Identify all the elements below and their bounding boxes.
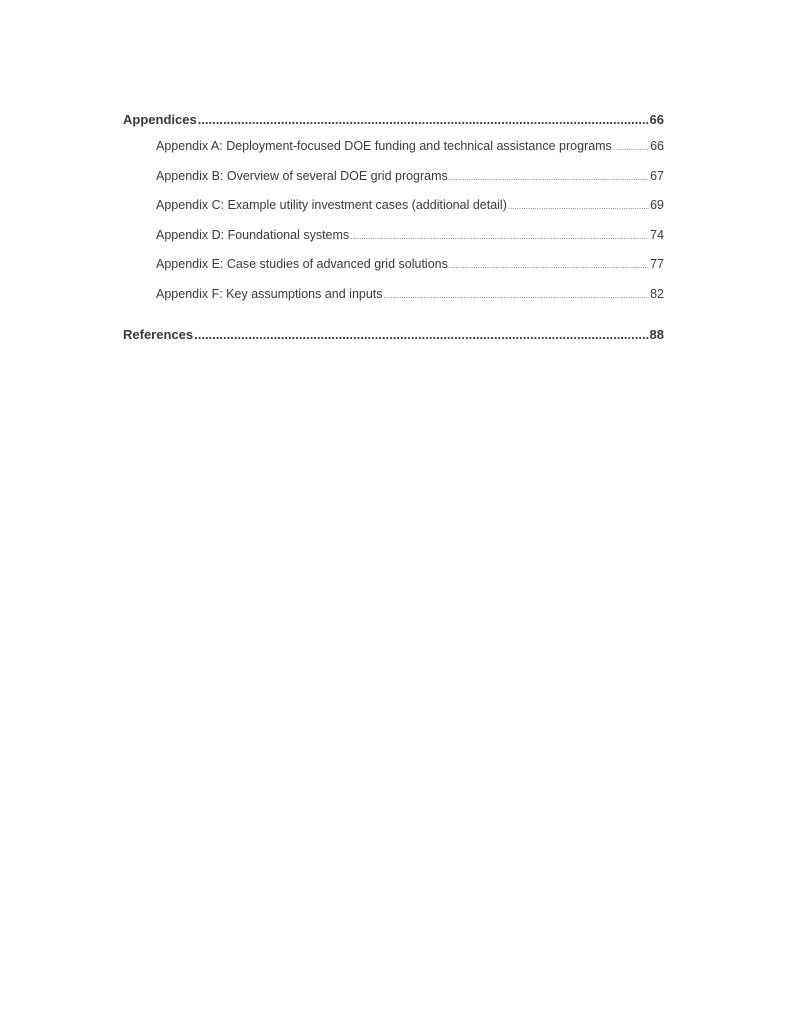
toc-page-number: 67 <box>650 168 664 183</box>
toc-entry-appendices[interactable] <box>123 108 664 132</box>
dot-leader <box>194 323 648 347</box>
toc-entry-label: Appendix D: Foundational systems <box>156 227 350 242</box>
toc-entry-appendix-a[interactable] <box>123 132 664 162</box>
toc-page-number: 66 <box>650 139 664 153</box>
toc-entry-label: Appendices <box>123 112 197 127</box>
toc-page-number: 74 <box>650 227 664 242</box>
toc-page-number: 66 <box>649 112 664 127</box>
toc-entry-references[interactable] <box>123 323 664 347</box>
toc-entry-label: References <box>123 327 194 342</box>
toc-entry-appendix-d[interactable] <box>123 221 664 251</box>
dot-leader <box>449 163 649 193</box>
dot-leader <box>613 133 649 163</box>
table-of-contents <box>123 108 664 347</box>
toc-page-number: 69 <box>650 198 664 212</box>
dot-leader <box>449 251 649 281</box>
toc-entry-label: Appendix B: Overview of several DOE grid programs <box>156 168 448 183</box>
toc-entry-label: Appendix A: Deployment-focused DOE funding and technical assistance programs <box>156 139 612 153</box>
section-spacer <box>123 309 664 323</box>
toc-page-number: 77 <box>650 257 664 271</box>
toc-entry-appendix-b[interactable] <box>123 162 664 192</box>
toc-page-number: 82 <box>650 286 664 301</box>
toc-entry-label: Appendix E: Case studies of advanced grid solutions <box>156 257 448 271</box>
toc-entry-appendix-c[interactable] <box>123 191 664 221</box>
dot-leader <box>350 222 649 252</box>
toc-entry-label: Appendix F: Key assumptions and inputs <box>156 286 383 301</box>
toc-entry-label: Appendix C: Example utility investment cases (additional detail) <box>156 198 507 212</box>
toc-page-number: 88 <box>649 327 664 342</box>
toc-entry-appendix-e[interactable] <box>123 250 664 280</box>
dot-leader <box>508 192 649 222</box>
toc-entry-appendix-f[interactable] <box>123 280 664 310</box>
dot-leader <box>384 281 650 311</box>
dot-leader <box>198 108 649 132</box>
